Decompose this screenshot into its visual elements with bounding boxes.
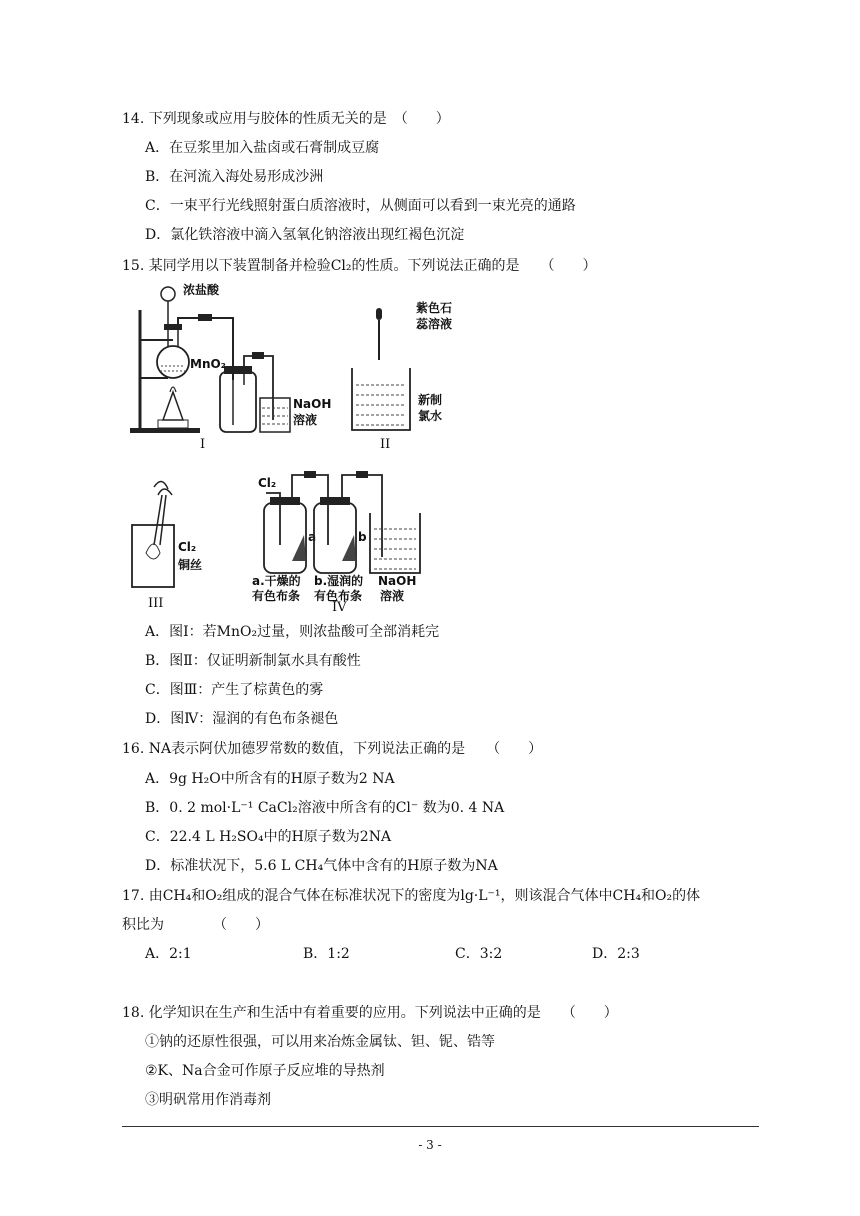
q18-item-3: ③明矾常用作消毒剂 <box>145 1092 271 1108</box>
q15-stem: 15. 某同学用以下装置制备并检验Cl₂的性质。下列说法正确的是 （ ） <box>122 258 597 274</box>
q18-item-1: ①钠的还原性很强，可以用来冶炼金属钛、钽、铌、锆等 <box>145 1034 495 1050</box>
label-solution-1: 溶液 <box>293 413 318 427</box>
q14-option-c: C．一束平行光线照射蛋白质溶液时，从侧面可以看到一束光亮的通路 <box>145 198 576 214</box>
q14-option-d: D．氯化铁溶液中滴入氢氧化钠溶液出现红褐色沉淀 <box>145 227 465 243</box>
label-fresh-1: 新制 <box>418 393 443 407</box>
q14-option-a: A．在豆浆里加入盐卤或石膏制成豆腐 <box>145 140 380 156</box>
apparatus-figure-1-2 <box>128 280 468 450</box>
label-wet-2: 有色布条 <box>314 589 363 603</box>
label-dry-1: a.干燥的 <box>252 574 301 588</box>
q14-stem: 14. 下列现象或应用与胶体的性质无关的是 （ ） <box>122 111 450 127</box>
apparatus-figure-3-4 <box>120 465 440 615</box>
label-naoh-1: NaOH <box>293 397 332 411</box>
q16-option-d: D．标准状况下，5.6 L CH₄气体中含有的H原子数为NA <box>145 858 498 874</box>
q18-item-2: ②K、Na合金可作原子反应堆的导热剂 <box>145 1063 385 1079</box>
label-litmus-1: 紫色石 <box>416 301 453 315</box>
q17-option-d: D．2:3 <box>592 946 640 962</box>
footer-rule <box>122 1126 759 1127</box>
label-fresh-2: 氯水 <box>418 409 443 423</box>
label-mno2: MnO₂ <box>190 357 226 371</box>
label-fig-2: II <box>380 437 391 450</box>
q15-option-d: D．图Ⅳ：湿润的有色布条褪色 <box>145 711 339 727</box>
label-fig-1: I <box>200 437 206 450</box>
q17-option-c: C．3:2 <box>455 946 503 962</box>
q15-option-b: B．图Ⅱ：仅证明新制氯水具有酸性 <box>145 653 361 669</box>
q16-stem: 16. NA表示阿伏加德罗常数的数值，下列说法正确的是 （ ） <box>122 741 543 757</box>
q17-stem-line1: 17. 由CH₄和O₂组成的混合气体在标准状况下的密度为lg·L⁻¹，则该混合气体中CH₄和O₂的体 <box>122 888 701 904</box>
q16-option-a: A．9g H₂O中所含有的H原子数为2 NA <box>145 771 395 787</box>
page-number: - 3 - <box>418 1138 442 1152</box>
q16-option-b: B．0. 2 mol·L⁻¹ CaCl₂溶液中所含有的Cl⁻ 数为0. 4 NA <box>145 800 505 816</box>
label-cl2-1: Cl₂ <box>178 540 197 554</box>
q15-option-a: A．图Ⅰ：若MnO₂过量，则浓盐酸可全部消耗完 <box>145 624 440 640</box>
q17-option-b: B．1:2 <box>303 946 350 962</box>
label-b: b <box>358 530 367 544</box>
q15-option-c: C．图Ⅲ：产生了棕黄色的雾 <box>145 682 324 698</box>
label-naoh-2: NaOH <box>378 574 417 588</box>
label-solution-2: 溶液 <box>380 589 405 603</box>
label-fig-3: III <box>148 596 164 611</box>
q18-stem: 18. 化学知识在生产和生活中有着重要的应用。下列说法中正确的是 （ ） <box>122 1005 618 1021</box>
label-fig-4: IV <box>332 600 347 615</box>
label-a: a <box>308 530 317 544</box>
label-litmus-2: 蕊溶液 <box>416 317 453 331</box>
q14-option-b: B．在河流入海处易形成沙洲 <box>145 169 324 185</box>
q16-option-c: C．22.4 L H₂SO₄中的H原子数为2NA <box>145 829 392 845</box>
q17-option-a: A．2:1 <box>145 946 192 962</box>
label-wet-1: b.湿润的 <box>314 574 364 588</box>
label-conc-hcl: 浓盐酸 <box>183 283 220 297</box>
label-cu-wire: 铜丝 <box>178 558 203 572</box>
label-dry-2: 有色布条 <box>252 589 301 603</box>
q17-stem-line2: 积比为 （ ） <box>122 917 269 933</box>
label-cl2-2: Cl₂ <box>258 476 277 490</box>
